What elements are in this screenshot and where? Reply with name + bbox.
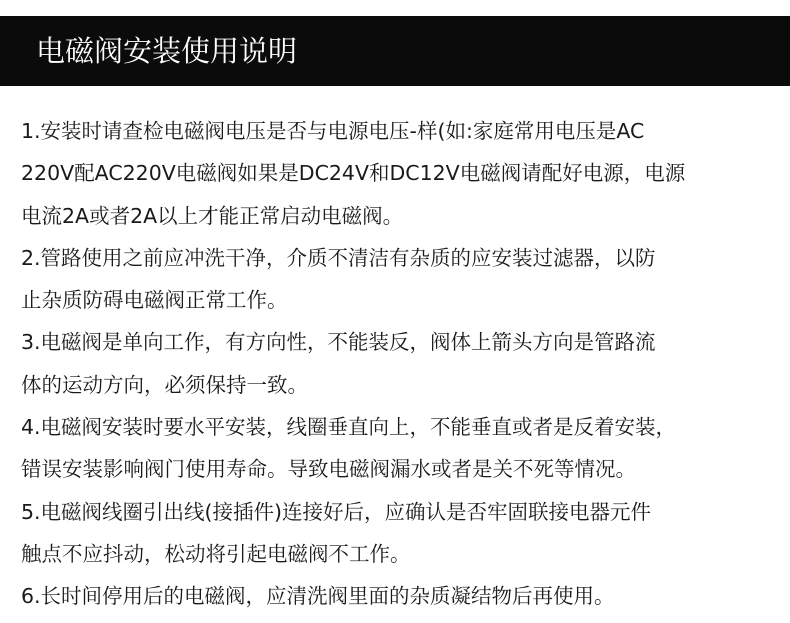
instruction-line: 触点不应抖动，松动将引起电磁阀不工作。 [21,541,411,566]
page-title: 电磁阀安装使用说明 [36,34,298,68]
instruction-line: 6.长时间停用后的电磁阀，应清洗阀里面的杂质凝结物后再使用。 [21,584,615,609]
instruction-line: 止杂质防碍电磁阀正常工作。 [21,288,288,313]
instruction-line: 2.管路使用之前应冲洗干净，介质不清洁有杂质的应安装过滤器，以防 [21,245,656,270]
instruction-line: 体的运动方向，必须保持一致。 [21,372,308,397]
header-bar [0,16,790,86]
instructions-list [21,110,781,618]
instruction-item-1 [21,110,781,237]
instruction-item-2 [21,237,781,322]
instruction-item-6 [21,575,781,617]
instruction-item-3 [21,321,781,406]
instruction-line: 220V配AC220V电磁阀如果是DC24V和DC12V电磁阀请配好电源，电源 [21,161,686,186]
instruction-line: 4.电磁阀安装时要水平安装，线圈垂直向上，不能垂直或者是反着安装， [21,415,677,440]
instruction-item-4 [21,406,781,491]
instruction-line: 1.安装时请查检电磁阀电压是否与电源电压-样(如:家庭常用电压是AC [21,119,645,143]
instruction-item-5 [21,491,781,576]
instruction-line: 错误安装影响阀门使用寿命。导致电磁阀漏水或者是关不死等情况。 [21,457,636,482]
instruction-line: 电流2A或者2A以上才能正常启动电磁阀。 [21,203,404,228]
instruction-line: 3.电磁阀是单向工作，有方向性，不能装反，阀体上箭头方向是管路流 [21,330,656,355]
instruction-line: 5.电磁阀线圈引出线(接插件)连接好后，应确认是否牢固联接电器元件 [21,499,652,524]
